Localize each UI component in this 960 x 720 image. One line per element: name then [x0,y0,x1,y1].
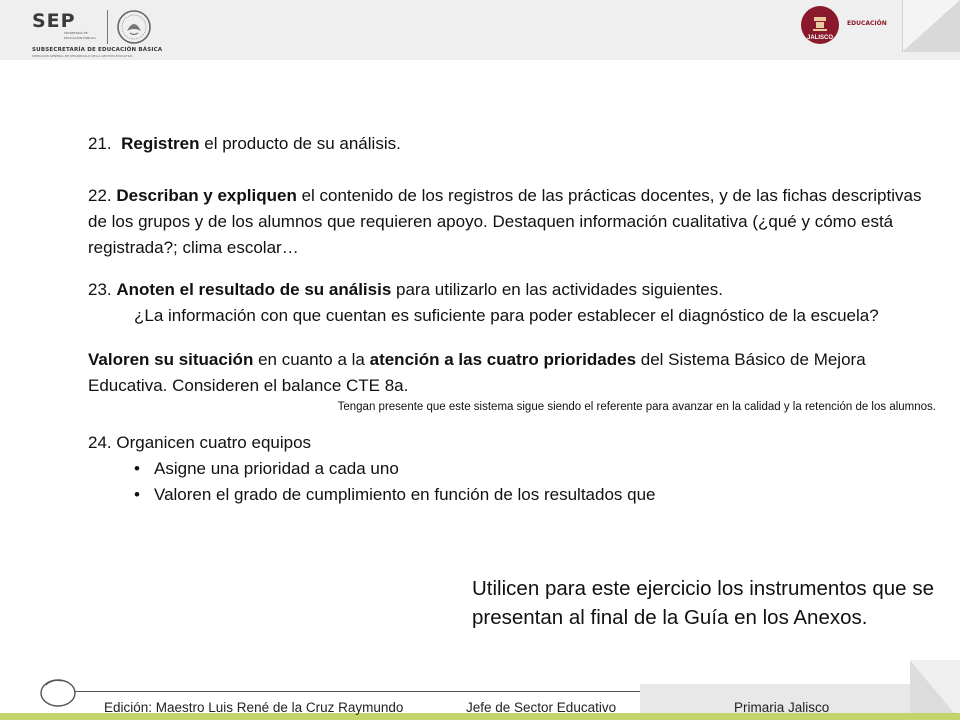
item-24-heading: 24. Organicen cuatro equipos [88,433,312,452]
corner-decoration-top [902,0,960,52]
sep-caption: SUBSECRETARÍA DE EDUCACIÓN BÁSICA [32,47,163,53]
valoren-paragraph [88,347,936,399]
item-23-number: 23. [88,280,112,299]
valoren-bold-2: atención a las cuatro prioridades [369,350,637,369]
item-22-text: el contenido de los registros de las prácticas docentes, y de las fichas descriptivas de los grupos y de los alumnos que requieren apoyo. Destaquen información cualitativa (¿qué y cómo está registrada?; clima escolar… [88,186,922,257]
item-23-text: para utilizarlo en las actividades siguientes. [396,280,723,299]
footer-divider [74,691,640,692]
valoren-text-2: del Sistema Básico de Mejora Educativa. Consideren el balance CTE 8a. [88,350,866,395]
sep-caption-small: DIRECCIÓN GENERAL DE DESARROLLO DE LA GESTIÓN EDUCATIVA [32,54,133,58]
list-item-text: Valoren el grado de cumplimiento en función de los resultados que [154,485,656,504]
list-item [88,456,936,482]
valoren-text-1: en cuanto a la [258,350,365,369]
sep-divider [107,10,108,44]
mexico-seal-icon [116,9,152,45]
item-23 [88,277,936,303]
list-item [88,482,936,508]
jalisco-education-label: EDUCACIÓN [847,20,887,27]
item-23-question: ¿La información con que cuentan es suficiente para poder establecer el diagnóstico de la escuela? [134,306,879,325]
main-content [88,131,936,508]
footer-place: Primaria Jalisco [734,700,830,715]
item-21-bold: Registren [121,134,200,153]
corner-decoration-bottom [910,660,960,720]
footer-edition: Edición: Maestro Luis René de la Cruz Raymundo [104,700,404,715]
sep-wordmark: SEP [32,10,76,32]
item-23-bold: Anoten el resultado de su análisis [116,280,392,299]
list-item-text: Asigne una prioridad a cada uno [154,459,399,478]
note-text: Tengan presente que este sistema sigue siendo el referente para avanzar en la calidad y la retención de los alumnos. [337,401,936,413]
sep-subtitle-line1: SECRETARÍA DE [64,31,88,35]
item-21-number: 21. [88,134,112,153]
item-24-list [88,456,936,508]
footer-role: Jefe de Sector Educativo [466,700,617,715]
svg-text:JALISCO: JALISCO [806,35,834,41]
jalisco-logo-icon [800,5,840,45]
bullet-icon: • [134,485,140,504]
sep-subtitle-line2: EDUCACIÓN PÚBLICA [64,36,96,40]
valoren-bold-1: Valoren su situación [88,350,254,369]
item-21 [88,131,936,157]
callout-text: Utilicen para este ejercicio los instrumentos que se presentan al final de la Guía en los Anexos. [472,577,934,629]
item-22 [88,183,936,261]
item-22-bold: Describan y expliquen [116,186,297,205]
bullet-icon: • [134,459,140,478]
footer-circle-decoration [38,676,80,710]
item-21-text: el producto de su análisis. [204,134,401,153]
item-22-number: 22. [88,186,112,205]
